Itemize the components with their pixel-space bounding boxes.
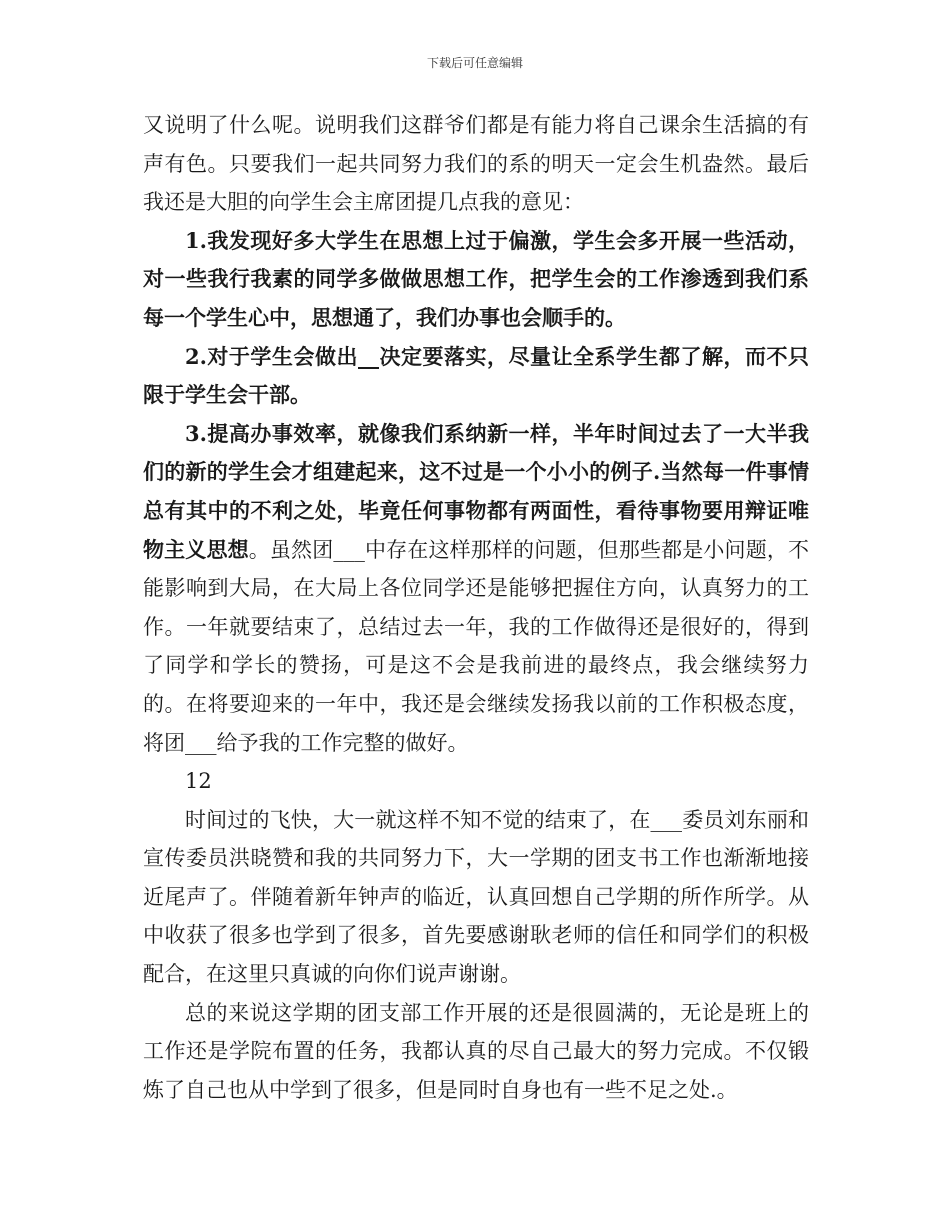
section-number: 12 — [185, 769, 212, 794]
suggestion-3-bold-text: 3.提高办事效率，就像我们系纳新一样，半年时间过去了一大半我们的新的学生会才组建起来，这不过是一个小小的例子.当然每一件事情总有其中的不利之处，毕竟任何事物都有两面性，看待事物要用辩证唯物主义思想 — [143, 420, 809, 562]
paragraph-suggestion-3 — [143, 415, 809, 762]
paragraph-intro: 又说明了什么呢。说明我们这群爷们都是有能力将自己课余生活搞的有声有色。只要我们一起共同努力我们的系的明天一定会生机盎然。最后我还是大胆的向学生会主席团提几点我的意见： — [143, 113, 809, 215]
document-body — [143, 106, 809, 1109]
page-header: 下载后可任意编辑 — [426, 56, 523, 70]
paragraph-suggestion-2: 2.对于学生会做出__决定要落实，尽量让全系学生都了解，而不只限于学生会干部。 — [143, 343, 809, 408]
paragraph-suggestion-1: 1.我发现好多大学生在思想上过于偏激，学生会多开展一些活动，对一些我行我素的同学多做做思想工作，把学生会的工作渗透到我们系每一个学生心中，思想通了，我们办事也会顺手的。 — [143, 227, 809, 330]
paragraph-semester-review: 时间过的飞快，大一就这样不知不觉的结束了，在___委员刘东丽和宣传委员洪晓赞和我的共同努力下，大一学期的团支书工作也渐渐地接近尾声了。伴随着新年钟声的临近，认真回想自己学期的所作所学。从中收获了很多也学到了很多，首先要感谢耿老师的信任和同学们的积极配合，在这里只真诚的向你们说声谢谢。 — [143, 807, 809, 987]
suggestion-3-normal-text: 。虽然团___中存在这样那样的问题，但那些都是小问题，不能影响到大局，在大局上各位同学还是能够把握住方向，认真努力的工作。一年就要结束了，总结过去一年，我的工作做得还是很好的，得到了同学和学长的赞扬，可是这不会是我前进的最终点，我会继续努力的。在将要迎来的一年中，我还是会继续发扬我以前的工作积极态度，将团___给予我的工作完整的做好。 — [143, 537, 809, 755]
paragraph-summary: 总的来说这学期的团支部工作开展的还是很圆满的，无论是班上的工作还是学院布置的任务，我都认真的尽自己最大的努力完成。不仅锻炼了自己也从中学到了很多，但是同时自身也有一些不足之处.。 — [143, 1000, 809, 1102]
